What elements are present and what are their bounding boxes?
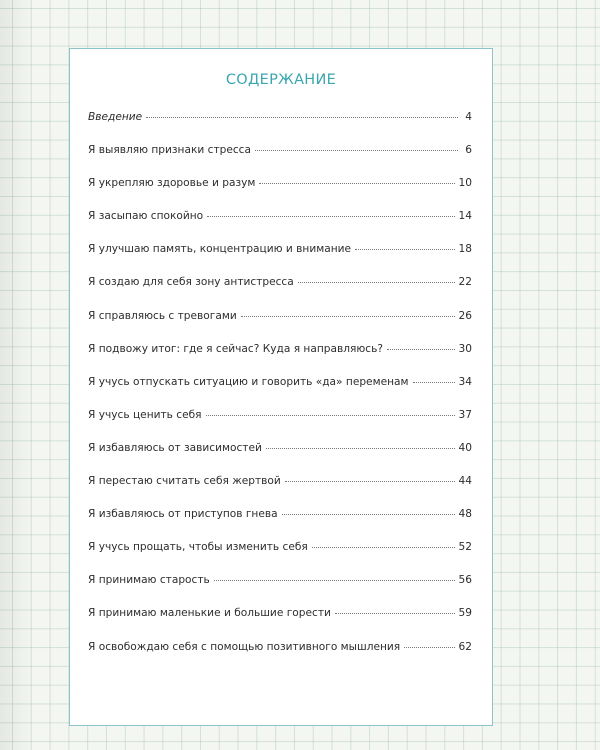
dot-leader (207, 206, 454, 217)
toc-entry-page-number: 26 (458, 309, 472, 322)
toc-entry-label: Я справляюсь с тревогами (88, 309, 237, 322)
toc-entry-page-number: 59 (458, 607, 472, 620)
toc-entry-page-number: 34 (458, 375, 472, 388)
toc-entry-label: Я улучшаю память, концентрацию и внимание (88, 243, 352, 256)
toc-entry-label: Я учусь отпускать ситуацию и говорить «да» переменам (88, 375, 409, 388)
toc-entry-label: Я учусь прощать, чтобы изменить себя (88, 541, 308, 554)
dot-leader (282, 504, 455, 515)
toc-entry (88, 175, 472, 208)
toc-entry-label: Я учусь ценить себя (88, 408, 202, 421)
toc-entry-page-number: 6 (465, 144, 472, 157)
toc-title: СОДЕРЖАНИЕ (225, 72, 337, 88)
toc-entry (88, 341, 472, 374)
dot-leader (146, 107, 458, 118)
toc-entry-label: Я выявляю признаки стресса (88, 144, 251, 157)
dot-leader (312, 537, 455, 548)
dot-leader (259, 173, 454, 184)
toc-entry-page-number: 30 (458, 342, 472, 355)
toc-entry-label: Я освобождаю себя с помощью позитивного мышления (88, 640, 401, 653)
dot-leader (413, 372, 455, 383)
table-of-contents (69, 48, 493, 726)
dot-leader (404, 637, 454, 648)
dot-leader (387, 339, 455, 350)
dot-leader (298, 272, 455, 283)
dot-leader (241, 306, 455, 317)
toc-entry (88, 374, 472, 407)
dot-leader (214, 570, 455, 581)
dot-leader (285, 471, 455, 482)
toc-entry (88, 506, 472, 539)
toc-entry-label: Я засыпаю спокойно (88, 210, 204, 223)
toc-entry (88, 109, 472, 142)
dot-leader (255, 140, 458, 151)
toc-entry (88, 241, 472, 274)
dot-leader (206, 405, 455, 416)
toc-entry-page-number: 37 (458, 408, 472, 421)
toc-entry (88, 208, 472, 241)
toc-entry-list (88, 109, 472, 672)
toc-entry (88, 308, 472, 341)
toc-entry-page-number: 40 (458, 441, 472, 454)
toc-entry-label: Я создаю для себя зону антистресса (88, 276, 294, 289)
toc-entry-page-number: 22 (458, 276, 472, 289)
toc-entry (88, 539, 472, 572)
toc-entry-page-number: 14 (458, 210, 472, 223)
toc-entry-label: Я принимаю маленькие и большие горести (88, 607, 331, 620)
toc-entry (88, 605, 472, 638)
toc-entry-label: Я избавляюсь от приступов гнева (88, 508, 278, 521)
toc-entry-page-number: 52 (458, 541, 472, 554)
toc-entry-label: Я перестаю считать себя жертвой (88, 475, 281, 488)
toc-entry-label: Я принимаю старость (88, 574, 210, 587)
toc-entry-page-number: 48 (458, 508, 472, 521)
page-spine-shadow (0, 0, 34, 750)
toc-entry (88, 473, 472, 506)
toc-entry-page-number: 10 (458, 177, 472, 190)
toc-entry-page-number: 18 (458, 243, 472, 256)
toc-entry-page-number: 56 (458, 574, 472, 587)
toc-entry (88, 274, 472, 307)
toc-entry (88, 572, 472, 605)
toc-entry (88, 407, 472, 440)
toc-entry-label: Я укрепляю здоровье и разум (88, 177, 256, 190)
toc-entry-label: Я избавляюсь от зависимостей (88, 441, 262, 454)
toc-entry-label: Введение (88, 111, 143, 123)
dot-leader (355, 239, 454, 250)
toc-entry (88, 639, 472, 672)
toc-entry-label: Я подвожу итог: где я сейчас? Куда я направляюсь? (88, 342, 383, 355)
toc-entry-page-number: 44 (458, 475, 472, 488)
toc-entry-page-number: 62 (458, 640, 472, 653)
toc-entry (88, 142, 472, 175)
toc-entry-page-number: 4 (465, 111, 472, 123)
toc-entry (88, 440, 472, 473)
dot-leader (335, 603, 455, 614)
dot-leader (266, 438, 455, 449)
